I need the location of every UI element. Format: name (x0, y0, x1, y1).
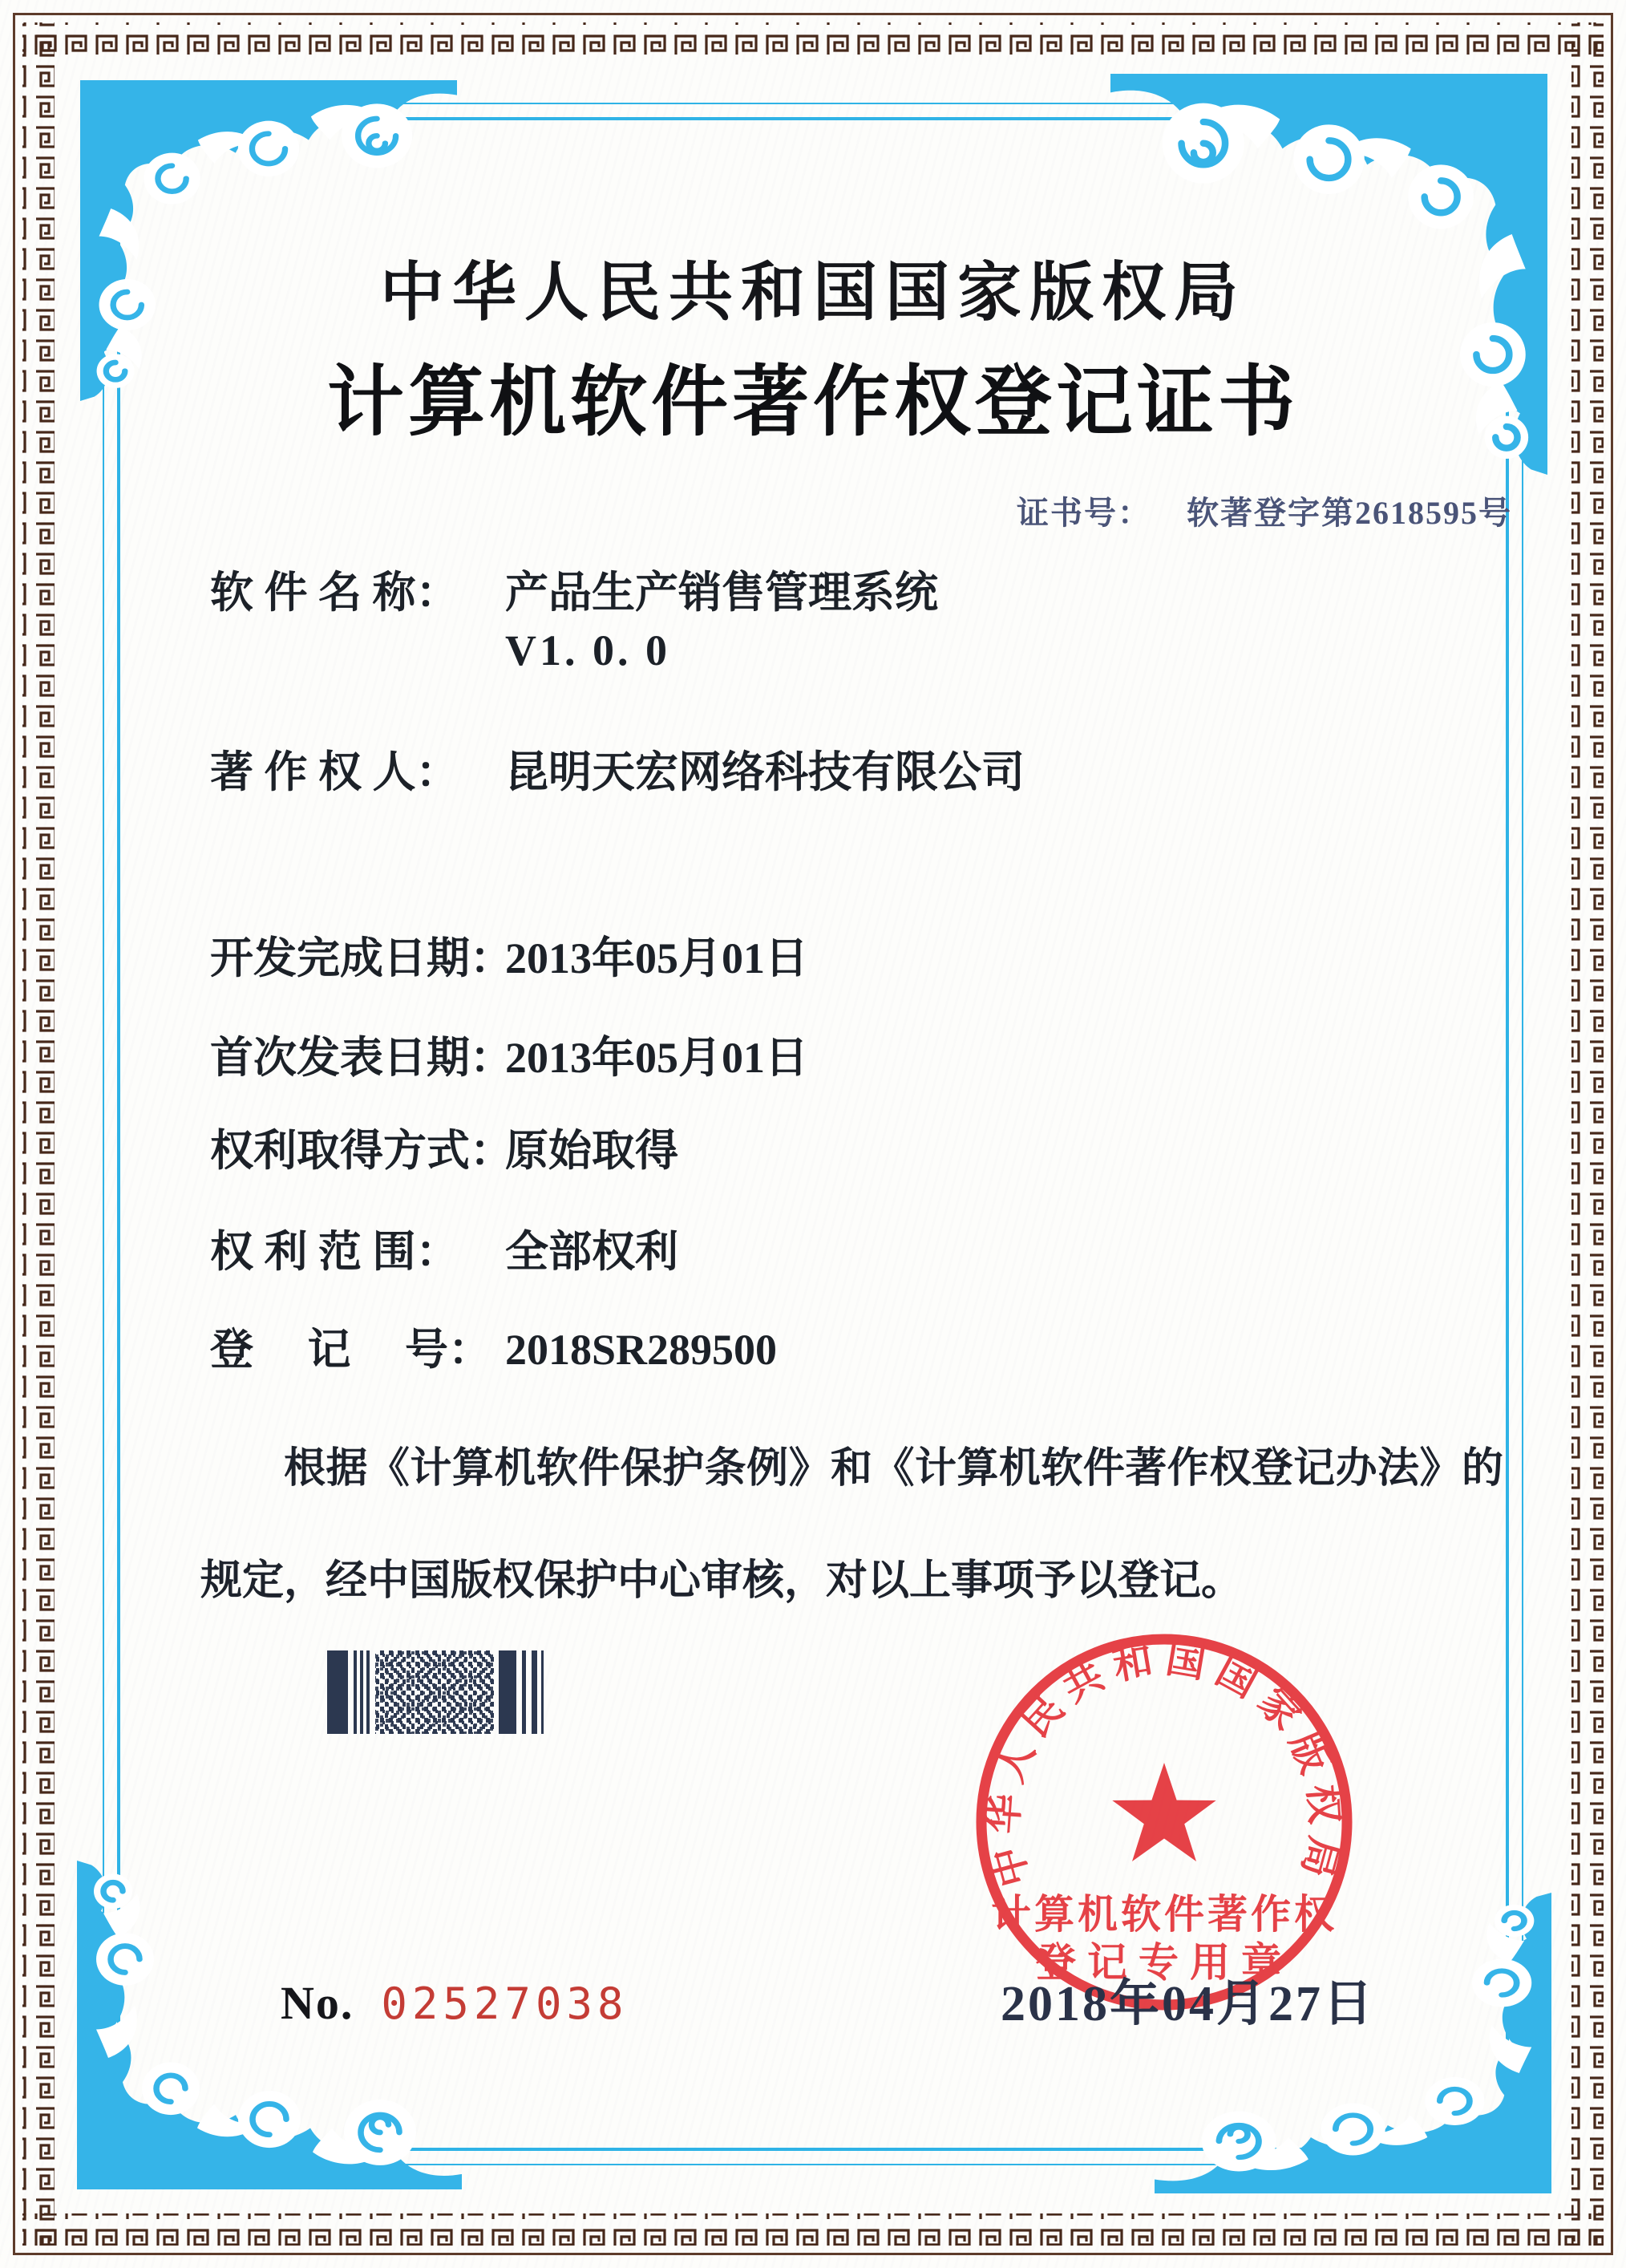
rights-scope-label: 权 利 范 围： (210, 1228, 459, 1276)
registration-number-label: 登 记 号： (210, 1326, 491, 1374)
copyright-owner-value: 昆明天宏网络科技有限公司 (505, 748, 1025, 796)
star-icon (1112, 1763, 1215, 1861)
software-name-label: 软 件 名 称： (210, 569, 459, 617)
rights-acquisition-value: 原始取得 (505, 1127, 678, 1175)
software-version-value: V1. 0. 0 (505, 626, 670, 674)
certificate-number-value: 软著登字第2618595号 (1187, 495, 1512, 531)
seal-line1: 计算机软件著作权 (991, 1892, 1337, 1937)
registration-number-value: 2018SR289500 (505, 1326, 778, 1374)
serial-prefix: No. (281, 1977, 354, 2029)
seal-line2: 登记专用章 (1036, 1940, 1292, 1985)
rights-scope-value: 全部权利 (505, 1228, 678, 1276)
registration-statement: 根据《计算机软件保护条例》和《计算机软件著作权登记办法》的规定，经中国版权保护中心审核，对以上事项予以登记。 (200, 1446, 1503, 1605)
field-row-dev-complete-date (210, 932, 1530, 986)
serial-number: 02527038 (381, 1978, 629, 2029)
field-row-software-name (210, 566, 1530, 621)
certificate-title: 计算机软件著作权登记证书 (327, 359, 1299, 445)
dev-complete-date-value: 2013年05月01日 (505, 934, 808, 982)
field-row-copyright-owner (210, 746, 1530, 800)
field-row-rights-acquisition (210, 1124, 1530, 1179)
seal-ring-text: 中华人民共和国国家版权局 (981, 1636, 1348, 1892)
field-row-rights-scope (210, 1225, 1530, 1280)
certificate-number-line (1017, 488, 1512, 533)
copyright-owner-label: 著 作 权 人： (210, 748, 459, 796)
issuing-authority: 中华人民共和国国家版权局 (380, 258, 1246, 329)
dev-complete-date-label: 开发完成日期： (210, 934, 513, 982)
pdf417-barcode (327, 1650, 563, 1734)
certificate-number-label: 证书号： (1017, 495, 1151, 531)
seal-date: 2018年04月27日 (1001, 1977, 1376, 2031)
official-seal (969, 1630, 1360, 2021)
serial-number-line (281, 1976, 628, 2030)
first-publish-date-label: 首次发表日期： (210, 1034, 513, 1082)
software-name-value: 产品生产销售管理系统 (505, 569, 938, 617)
field-row-registration-number (210, 1323, 1530, 1378)
rights-acquisition-label: 权利取得方式： (210, 1127, 513, 1175)
first-publish-date-value: 2013年05月01日 (505, 1034, 808, 1082)
field-row-first-publish-date (210, 1031, 1530, 1086)
